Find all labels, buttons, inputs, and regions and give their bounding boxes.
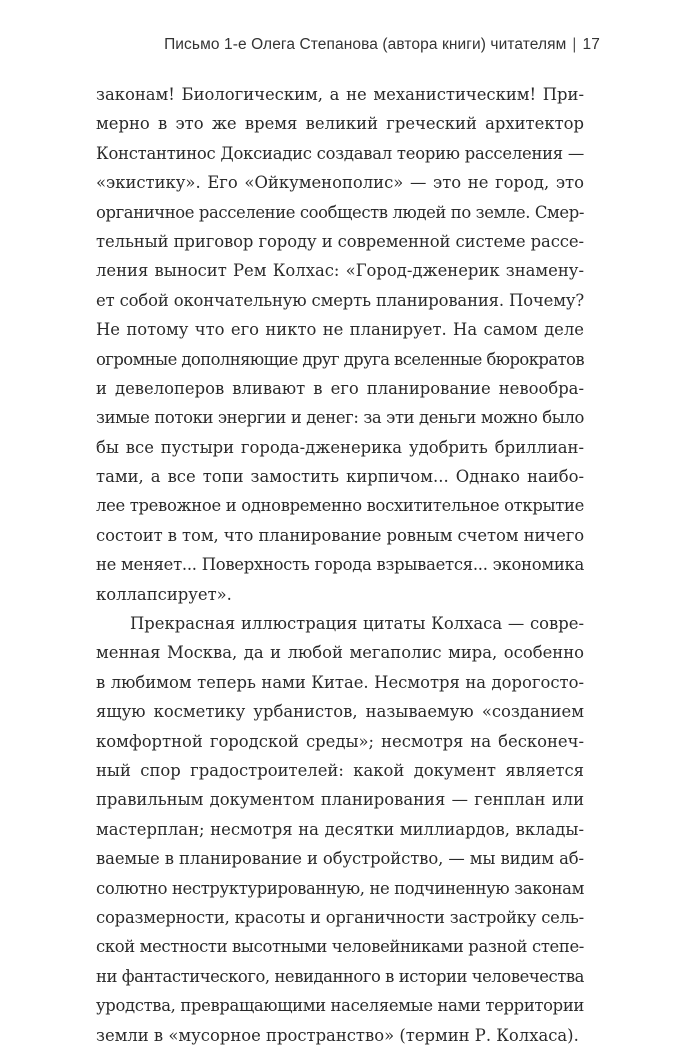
paragraph-1 <box>96 80 584 609</box>
text-line: ет собой окончательную смерть планирования. Почему? <box>96 290 584 310</box>
paragraph-2 <box>96 609 584 1050</box>
text-line: правильным документом планирования — генплан или <box>96 790 584 810</box>
text-line: мастерплан; несмотря на десятки миллиардов, вклады- <box>96 819 584 839</box>
text-line: состоит в том, что планирование ровным счетом ничего <box>96 525 584 545</box>
text-line: «экистику». Его «Ойкуменополис» — это не город, это <box>96 173 584 193</box>
text-line: Не потому что его никто не планирует. На самом деле <box>96 320 584 340</box>
text-line: Прекрасная иллюстрация цитаты Колхаса — совре- <box>130 614 584 634</box>
text-line: ящую косметику урбанистов, называемую «созданием <box>96 702 584 722</box>
text-line: лее тревожное и одновременно восхитительное открытие <box>96 496 584 516</box>
text-line: солютно неструктурированную, не подчиненную законам <box>96 878 584 898</box>
text-line: и девелоперов вливают в его планирование невообра- <box>96 378 584 398</box>
text-line: соразмерности, красоты и органичности застройку сель- <box>96 907 584 927</box>
running-header <box>164 36 600 54</box>
text-line: тами, а все топи замостить кирпичом... Однако наибо- <box>96 467 584 487</box>
header-title: Письмо 1-е Олега Степанова (автора книги) читателям <box>164 36 567 53</box>
text-line: законам! Биологическим, а не механистическим! При- <box>96 85 584 104</box>
text-line: ской местности высотными человейниками разной степе- <box>96 937 584 957</box>
text-line: коллапсирует». <box>96 584 232 604</box>
text-line: ваемые в планирование и обустройство, — мы видим аб- <box>96 849 584 869</box>
text-line: ный спор градостроителей: какой документ является <box>96 760 584 780</box>
header-separator: | <box>572 36 577 53</box>
text-line: Константинос Доксиадис создавал теорию расселения — <box>96 143 585 163</box>
text-line: менная Москва, да и любой мегаполис мира, особенно <box>96 643 584 663</box>
text-line: огромные дополняющие друг друга вселенные бюрократов <box>96 349 584 369</box>
text-line: органичное расселение сообществ людей по земле. Смер- <box>96 202 584 222</box>
text-line: уродства, превращающими населяемые нами территории <box>96 996 584 1016</box>
text-line: в любимом теперь нами Китае. Несмотря на дорогосто- <box>96 672 584 692</box>
text-line: комфортной городской среды»; несмотря на бесконеч- <box>96 731 584 751</box>
page-body <box>96 80 584 1050</box>
text-line: бы все пустыри города-дженерика удобрить бриллиан- <box>96 437 584 457</box>
text-line: мерно в это же время великий греческий архитектор <box>96 114 584 134</box>
text-line: тельный приговор городу и современной системе рассе- <box>96 231 584 251</box>
page-number: 17 <box>582 36 600 53</box>
text-line: земли в «мусорное пространство» (термин Р. Колхаса). <box>96 1025 579 1045</box>
text-line: не меняет... Поверхность города взрывается... экономика <box>96 555 584 575</box>
text-line: ни фантастического, невиданного в истории человечества <box>96 966 584 986</box>
text-line: ления выносит Рем Колхас: «Город-дженерик знамену- <box>96 261 584 281</box>
text-line: зимые потоки энергии и денег: за эти деньги можно было <box>96 408 584 428</box>
